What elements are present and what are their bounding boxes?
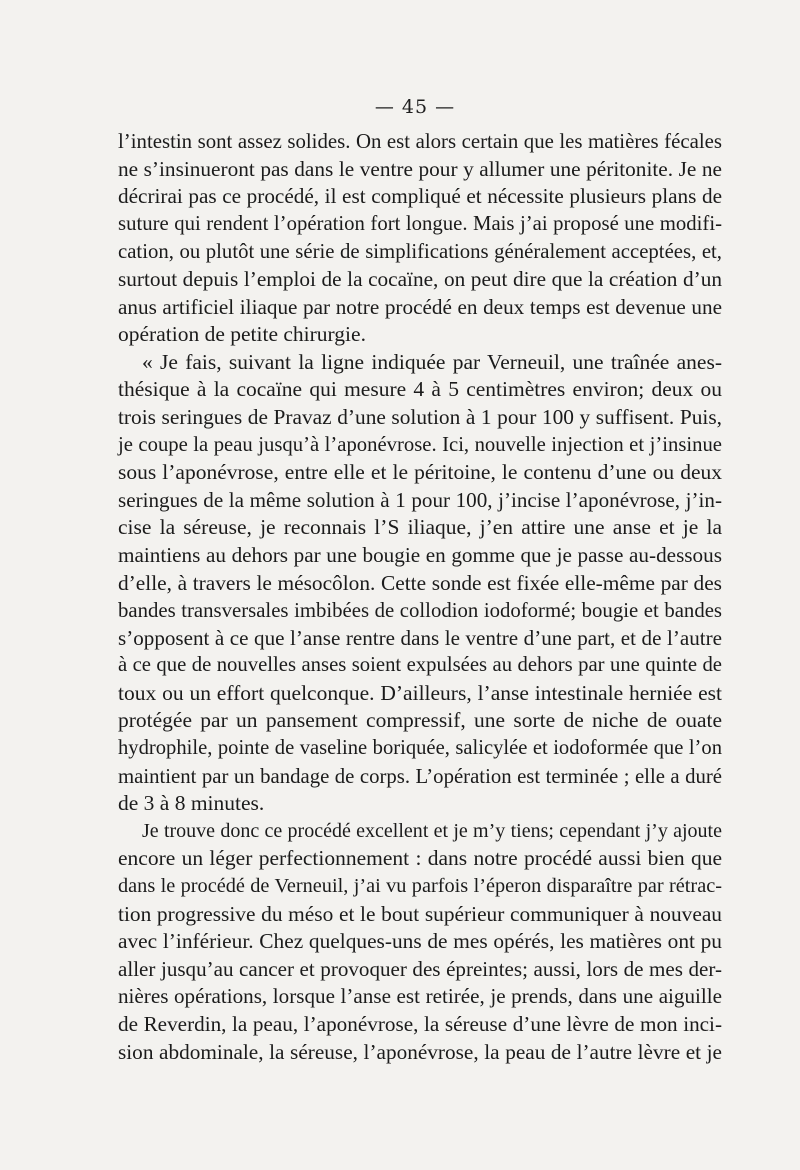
text-line: de 3 à 8 minutes. bbox=[118, 791, 265, 816]
text-line: sous l’aponévrose, entre elle et le péritoine, le contenu d’une ou deux bbox=[118, 460, 722, 485]
text-line: thésique à la cocaïne qui mesure 4 à 5 centimètres environ; deux ou bbox=[118, 377, 722, 402]
text-line: ne s’insinueront pas dans le ventre pour y allumer une péritonite. Je ne bbox=[118, 156, 722, 181]
text-line: anus artificiel iliaque par notre procédé en deux temps est devenue une bbox=[118, 294, 722, 319]
text-line: toux ou un effort quelconque. D’ailleurs, l’anse intestinale herniée est bbox=[118, 680, 722, 705]
text-line: dans le procédé de Verneuil, j’ai vu parfois l’éperon disparaître par rétrac- bbox=[118, 875, 722, 898]
text-line: bandes transversales imbibées de collodion iodoformé; bougie et bandes bbox=[118, 599, 722, 623]
text-line: cation, ou plutôt une série de simplifications généralement acceptées, et, bbox=[118, 240, 722, 264]
text-line: je coupe la peau jusqu’à l’aponévrose. Ici, nouvelle injection et j’insinue bbox=[118, 433, 722, 456]
text-line: maintient par un bandage de corps. L’opération est terminée ; elle a duré bbox=[118, 764, 722, 788]
text-line: s’opposent à ce que l’anse rentre dans le ventre d’une part, et de l’autre bbox=[118, 625, 722, 650]
page-number: — 45 — bbox=[374, 96, 456, 118]
text-line: l’intestin sont assez solides. On est alors certain que les matières fécales bbox=[118, 129, 722, 153]
text-line: tion progressive du méso et le bout supérieur communiquer à nouveau bbox=[118, 901, 722, 926]
text-line: encore un léger perfectionnement : dans notre procédé aussi bien que bbox=[118, 846, 722, 871]
text-line: d’elle, à travers le mésocôlon. Cette sonde est fixée elle-même par des bbox=[118, 570, 722, 595]
text-line: « Je fais, suivant la ligne indiquée par Verneuil, une traînée anes- bbox=[142, 349, 722, 374]
text-line: surtout depuis l’emploi de la cocaïne, on peut dire que la création d’un bbox=[118, 266, 722, 291]
text-line: opération de petite chirurgie. bbox=[118, 322, 366, 347]
text-line: suture qui rendent l’opération fort longue. Mais j’ai proposé une modifi- bbox=[118, 212, 722, 235]
text-line: sion abdominale, la séreuse, l’aponévrose, la peau de l’autre lèvre et je bbox=[118, 1039, 722, 1064]
body-text bbox=[118, 128, 722, 1066]
text-line: avec l’inférieur. Chez quelques-uns de mes opérés, les matières ont pu bbox=[118, 929, 722, 954]
text-line: cise la séreuse, je reconnais l’S iliaque, j’en attire une anse et je la bbox=[118, 515, 722, 540]
text-line: de Reverdin, la peau, l’aponévrose, la séreuse d’une lèvre de mon inci- bbox=[118, 1012, 722, 1036]
text-line: trois seringues de Pravaz d’une solution à 1 pour 100 y suffisent. Puis, bbox=[118, 404, 722, 429]
text-line: nières opérations, lorsque l’anse est retirée, je prends, dans une aiguille bbox=[118, 984, 722, 1009]
text-line: Je trouve donc ce procédé excellent et je m’y tiens; cependant j’y ajoute bbox=[142, 819, 722, 842]
text-line: maintiens au dehors par une bougie en gomme que je passe au-dessous bbox=[118, 542, 722, 567]
text-line: hydrophile, pointe de vaseline boriquée, salicylée et iodoformée que l’on bbox=[118, 737, 722, 760]
text-line: décrirai pas ce procédé, il est compliqué et nécessite plusieurs plans de bbox=[118, 184, 722, 209]
text-line: protégée par un pansement compressif, une sorte de niche de ouate bbox=[118, 708, 722, 733]
text-line: à ce que de nouvelles anses soient expulsées au dehors par une quinte de bbox=[118, 654, 722, 677]
text-line: aller jusqu’au cancer et provoquer des épreintes; aussi, lors de mes der- bbox=[118, 956, 722, 981]
text-line: seringues de la même solution à 1 pour 100, j’incise l’aponévrose, j’in- bbox=[118, 487, 722, 512]
